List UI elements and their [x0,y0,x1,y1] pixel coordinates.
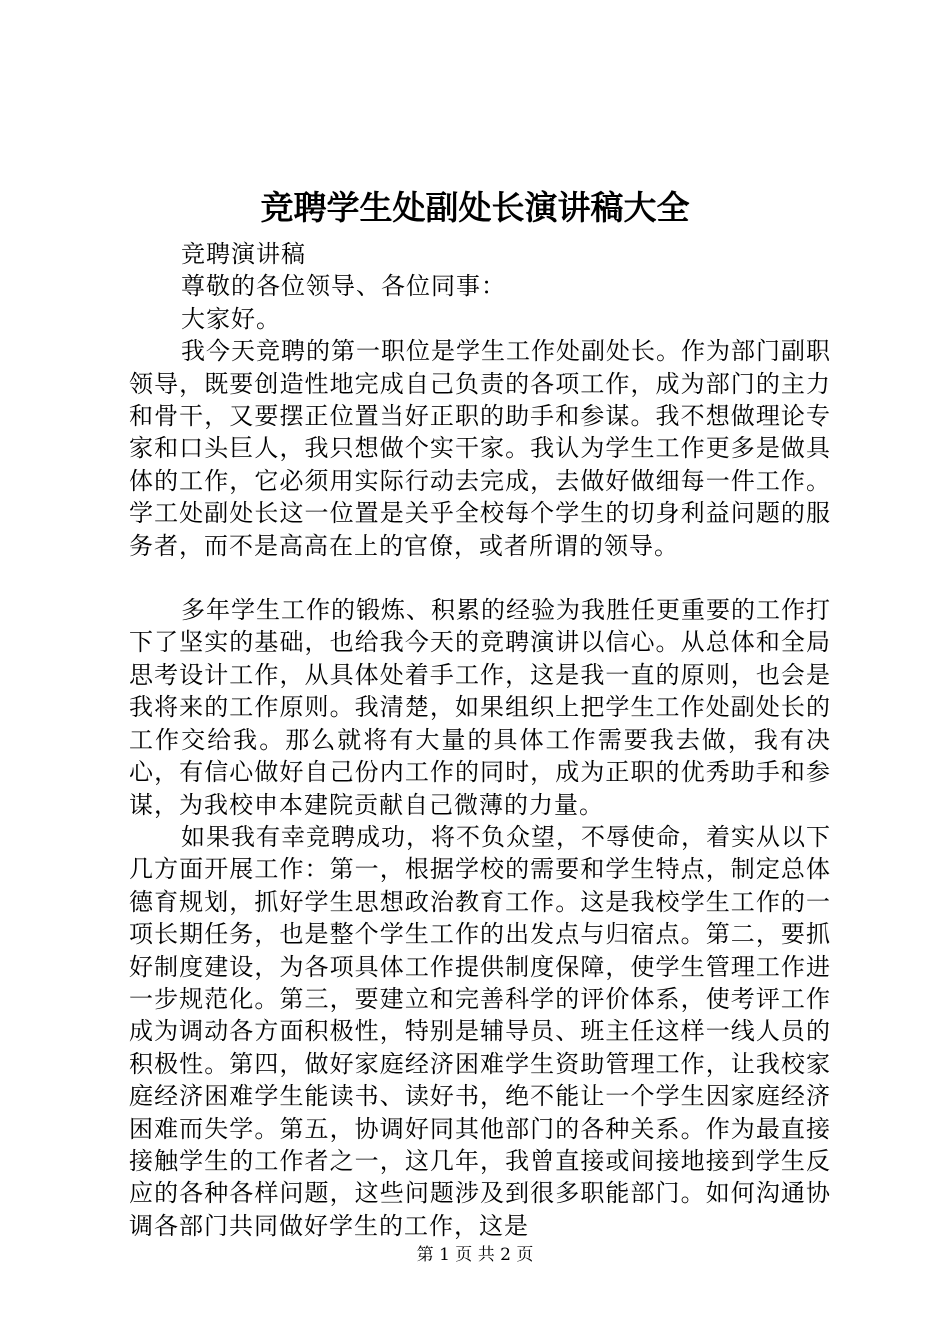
paragraph-3: 如果我有幸竞聘成功，将不负众望，不辱使命，着实从以下几方面开展工作：第一，根据学校的需要和学生特点，制定总体德育规划，抓好学生思想政治教育工作。这是我校学生工作的一项长期任务，也是整个学生工作的出发点与归宿点。第二，要抓好制度建设，为各项具体工作提供制度保障，使学生管理工作进一步规范化。第三，要建立和完善科学的评价体系，使考评工作成为调动各方面积极性，特别是辅导员、班主任这样一线人员的积极性。第四，做好家庭经济困难学生资助管理工作，让我校家庭经济困难学生能读书、读好书，绝不能让一个学生因家庭经济困难而失学。第五，协调好同其他部门的各种关系。作为最直接接触学生的工作者之一，这几年，我曾直接或间接地接到学生反应的各种各样问题，这些问题涉及到很多职能部门。如何沟通协调各部门共同做好学生的工作，这是 [129,822,831,1240]
subtitle-line: 竞聘演讲稿 [181,240,306,268]
document-title: 竞聘学生处副处长演讲稿大全 [260,188,690,227]
greeting-line: 大家好。 [181,304,281,333]
paragraph-gap [129,562,831,594]
paragraph-1: 我今天竞聘的第一职位是学生工作处副处长。作为部门副职领导，既要创造性地完成自己负责的各项工作，成为部门的主力和骨干，又要摆正位置当好正职的助手和参谋。我不想做理论专家和口头巨人，我只想做个实干家。我认为学生工作更多是做具体的工作，它必须用实际行动去完成，去做好做细每一件工作。学工处副处长这一位置是关乎全校每个学生的切身利益问题的服务者，而不是高高在上的官僚，或者所谓的领导。 [129,337,831,560]
page-footer: 第 1 页 共 2 页 [416,1245,534,1265]
salutation-line: 尊敬的各位领导、各位同事： [181,272,506,301]
document-body [129,238,831,1242]
paragraph-2: 多年学生工作的锻炼、积累的经验为我胜任更重要的工作打下了坚实的基础，也给我今天的竞聘演讲以信心。从总体和全局思考设计工作，从具体处着手工作，这是我一直的原则，也会是我将来的工作原则。我清楚，如果组织上把学生工作处副处长的工作交给我。那么就将有大量的具体工作需要我去做，我有决心，有信心做好自己份内工作的同时，成为正职的优秀助手和参谋，为我校申本建院贡献自己微薄的力量。 [129,596,831,819]
